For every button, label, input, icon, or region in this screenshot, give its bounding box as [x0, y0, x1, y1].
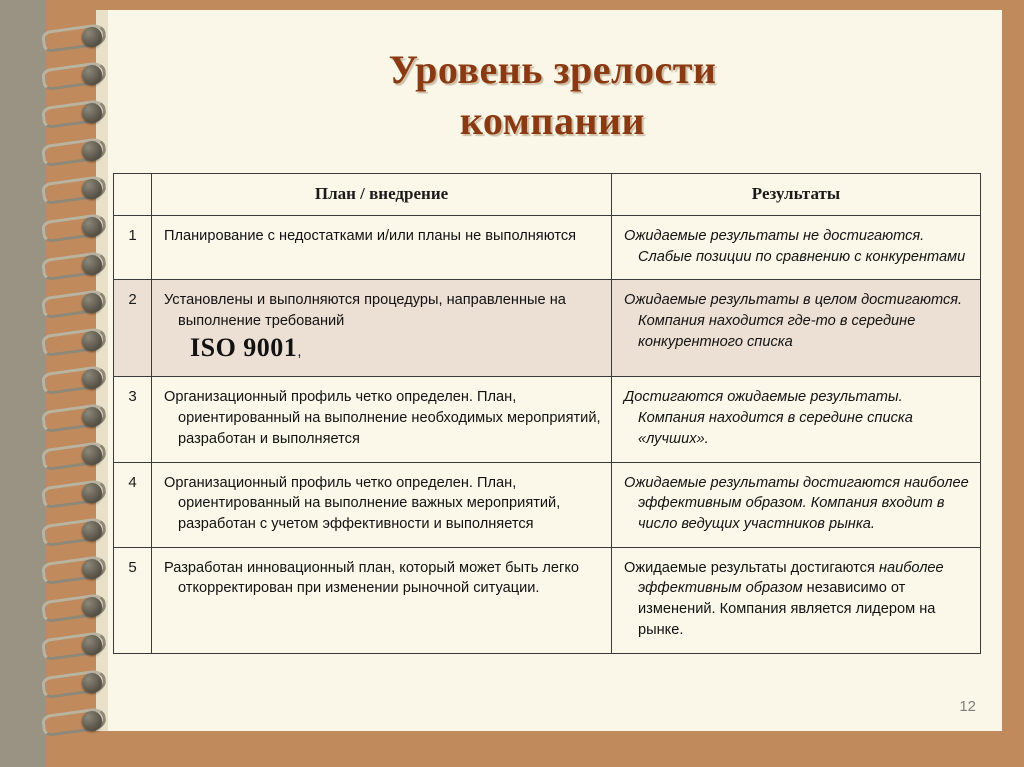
- row-plan-cell: [152, 216, 612, 280]
- spiral-ring: [40, 630, 116, 664]
- column-header-results: Результаты: [612, 174, 981, 216]
- spiral-ring: [40, 364, 116, 398]
- row-results-cell: [612, 547, 981, 653]
- row-results-text: Ожидаемые результаты в целом достигаются. Компания находится где-то в середине конкурентного списка: [624, 292, 963, 350]
- spiral-ring: [40, 98, 116, 132]
- row-results-text: Ожидаемые результаты не достигаются. Слабые позиции по сравнению с конкурентами: [624, 228, 966, 265]
- maturity-table-wrapper: [113, 173, 980, 654]
- row-results-text: Достигаются ожидаемые результаты. Компания находится в середине списка «лучших».: [624, 389, 913, 447]
- row-results-text: [624, 558, 970, 641]
- results-emphasis-text: наиболее эффективным образом: [638, 559, 944, 597]
- row-number: 3: [114, 377, 152, 462]
- table-row: [114, 547, 981, 653]
- row-plan-text: Организационный профиль четко определен. План, ориентированный на выполнение необходимых мероприятий, разработан и выполняется: [164, 389, 601, 447]
- table-row: [114, 216, 981, 280]
- spiral-knob: [82, 65, 102, 85]
- spiral-knob: [82, 27, 102, 47]
- row-number: 1: [114, 216, 152, 280]
- spiral-knob: [82, 293, 102, 313]
- table-row: [114, 462, 981, 547]
- spiral-ring: [40, 136, 116, 170]
- spiral-knob: [82, 635, 102, 655]
- spiral-ring: [40, 706, 116, 740]
- table-header: [114, 174, 981, 216]
- spiral-ring: [40, 22, 116, 56]
- spiral-ring: [40, 402, 116, 436]
- spiral-ring: [40, 516, 116, 550]
- page-title: [130, 44, 975, 146]
- column-header-plan: План / внедрение: [152, 174, 612, 216]
- spiral-knob: [82, 559, 102, 579]
- spiral-knob: [82, 141, 102, 161]
- spiral-knob: [82, 673, 102, 693]
- spiral-knob: [82, 407, 102, 427]
- row-plan-cell: [152, 462, 612, 547]
- spiral-ring: [40, 326, 116, 360]
- right-border-band: [1002, 0, 1024, 767]
- row-plan-cell: [152, 377, 612, 462]
- table-row: [114, 280, 981, 377]
- row-plan-text: Установлены и выполняются процедуры, направленные на выполнение требований: [164, 292, 566, 330]
- spiral-knob: [82, 255, 102, 275]
- table-header-row: [114, 174, 981, 216]
- spiral-ring: [40, 212, 116, 246]
- spiral-ring: [40, 668, 116, 702]
- spiral-ring: [40, 554, 116, 588]
- row-results-text: Ожидаемые результаты достигаются наиболее эффективным образом. Компания входит в число ведущих участников рынка.: [624, 474, 969, 532]
- spiral-knob: [82, 445, 102, 465]
- page-title-line-1: Уровень зрелости: [388, 47, 717, 92]
- spiral-knob: [82, 217, 102, 237]
- spiral-knob: [82, 597, 102, 617]
- spiral-knob: [82, 331, 102, 351]
- row-results-cell: [612, 280, 981, 377]
- spiral-binding: [40, 22, 116, 746]
- maturity-table: [113, 173, 981, 654]
- row-plan-text: Планирование с недостатками и/или планы не выполняются: [164, 228, 577, 244]
- bottom-border-band: [0, 731, 1024, 767]
- row-plan-cell: [152, 547, 612, 653]
- row-number: 5: [114, 547, 152, 653]
- page-title-line-2: компании: [459, 98, 646, 144]
- spiral-knob: [82, 521, 102, 541]
- spiral-ring: [40, 60, 116, 94]
- row-results-cell: [612, 462, 981, 547]
- table-row: [114, 377, 981, 462]
- spiral-ring: [40, 174, 116, 208]
- spiral-knob: [82, 369, 102, 389]
- row-plan-text: Организационный профиль четко определен. План, ориентированный на выполнение важных мероприятий, разработан с учетом эффективности и выполняется: [164, 474, 561, 532]
- row-number: 2: [114, 280, 152, 377]
- results-lead-text: Ожидаемые результаты достигаются: [624, 559, 879, 576]
- spiral-knob: [82, 179, 102, 199]
- spiral-knob: [82, 103, 102, 123]
- results-tail-text: независимо от изменений. Компания является лидером на рынке.: [638, 580, 936, 638]
- table-body: [114, 216, 981, 654]
- row-plan-text: Разработан инновационный план, который может быть легко откорректирован при изменении рыночной ситуации.: [164, 559, 579, 597]
- row-plan-cell: [152, 280, 612, 377]
- page-number: 12: [959, 698, 976, 715]
- iso-trailing-comma: ,: [297, 343, 302, 360]
- spiral-ring: [40, 440, 116, 474]
- spiral-ring: [40, 288, 116, 322]
- top-border-band: [0, 0, 1024, 10]
- column-header-number: [114, 174, 152, 216]
- row-results-cell: [612, 216, 981, 280]
- spiral-ring: [40, 250, 116, 284]
- iso-standard-label: ISO 9001: [190, 332, 298, 362]
- spiral-knob: [82, 711, 102, 731]
- row-results-cell: [612, 377, 981, 462]
- spiral-knob: [82, 483, 102, 503]
- spiral-ring: [40, 592, 116, 626]
- spiral-ring: [40, 478, 116, 512]
- row-number: 4: [114, 462, 152, 547]
